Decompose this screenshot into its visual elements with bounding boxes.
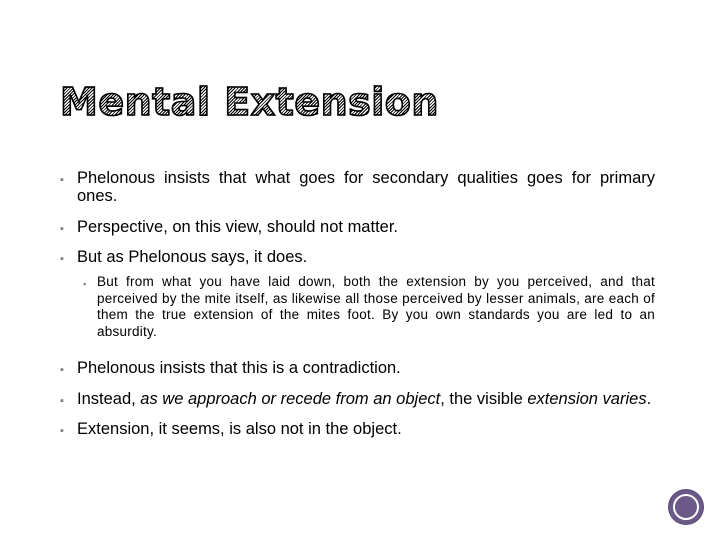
list-item-text: But as Phelonous says, it does. [77, 248, 308, 266]
list-item-middle: , the visible [440, 390, 528, 408]
list-item-text: Extension, it seems, is also not in the object. [77, 420, 402, 438]
bullet-list [60, 169, 655, 438]
slide-title: Mental Extension [60, 80, 439, 124]
list-item-emphasis: as we approach or recede from an object [140, 390, 441, 408]
slide-nav-button[interactable] [669, 490, 703, 524]
list-item [60, 248, 655, 266]
bullet-icon: ▪ [83, 279, 87, 289]
bullet-icon: ▪ [60, 174, 64, 186]
list-item [60, 420, 655, 438]
bullet-icon: ▪ [60, 364, 64, 376]
list-item [60, 359, 655, 377]
circle-icon [673, 494, 699, 520]
list-item [60, 169, 655, 205]
bullet-icon: ▪ [60, 395, 64, 407]
bullet-icon: ▪ [60, 223, 64, 235]
list-item-lead: Instead, [77, 390, 141, 408]
bullet-icon: ▪ [60, 425, 64, 437]
list-item-text: Phelonous insists that this is a contradiction. [77, 359, 401, 377]
list-item-tail: . [646, 390, 652, 408]
list-item [60, 218, 655, 236]
list-item-text: Phelonous insists that what goes for secondary qualities goes for primary ones. [77, 169, 655, 205]
sub-list-item [83, 274, 655, 340]
sub-list-item-text: But from what you have laid down, both the extension by you perceived, and that perceived by the mite itself, as likewise all those perceived by lesser animals, are each of them the true extension of the mites foot. By you own standards you are led to an absurdity. [97, 274, 655, 339]
bullet-icon: ▪ [60, 253, 64, 265]
list-item [60, 390, 655, 408]
list-item-text: Perspective, on this view, should not matter. [77, 218, 399, 236]
list-item-emphasis: extension varies [527, 390, 647, 408]
